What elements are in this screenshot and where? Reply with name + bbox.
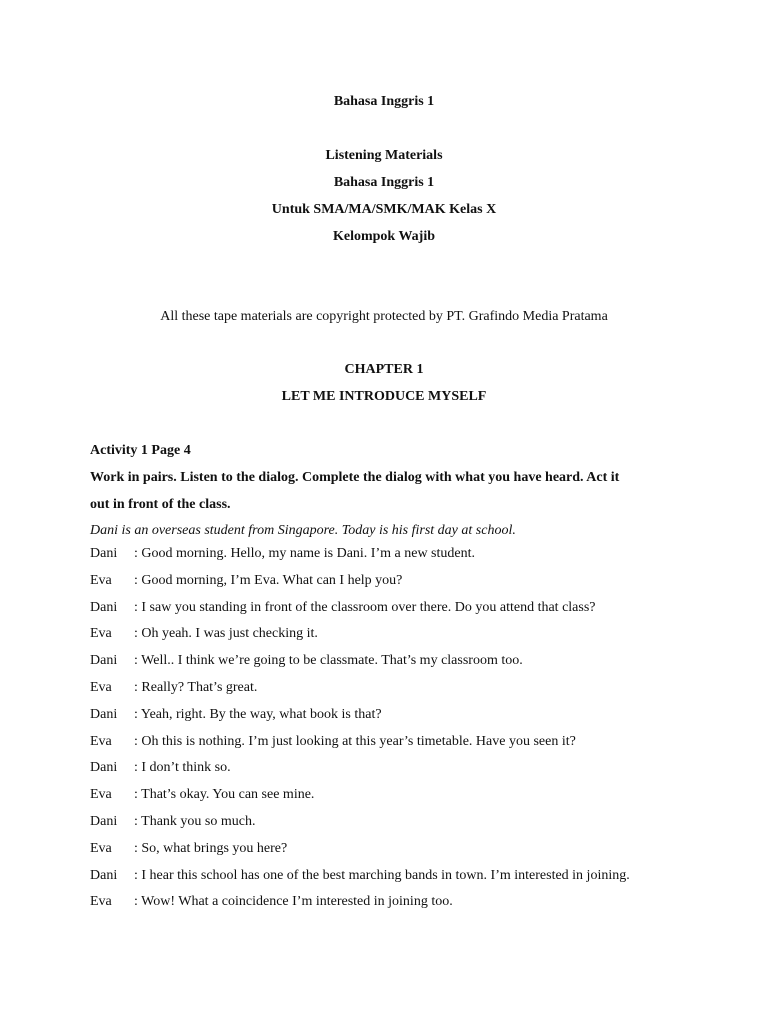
dialog-line — [90, 652, 690, 679]
speaker-name: Eva — [90, 733, 112, 749]
dialog-line — [90, 706, 690, 733]
speaker-name: Eva — [90, 572, 112, 588]
dialog-line — [90, 867, 690, 894]
speaker-name: Eva — [90, 626, 112, 642]
dialog-line — [90, 786, 690, 813]
dialog-text: : I don’t think so. — [134, 760, 231, 776]
dialog-text: : Wow! What a coincidence I’m interested in joining too. — [134, 894, 453, 910]
speaker-name: Eva — [90, 679, 112, 695]
speaker-name: Eva — [90, 894, 112, 910]
activity-title: Activity 1 Page 4 — [90, 443, 191, 458]
speaker-name: Eva — [90, 840, 112, 856]
dialog-text: : Oh this is nothing. I’m just looking at this year’s timetable. Have you seen it? — [134, 733, 576, 749]
chapter-number: CHAPTER 1 — [344, 362, 424, 377]
speaker-name: Dani — [90, 760, 118, 776]
document-title: Bahasa Inggris 1 — [333, 94, 435, 109]
dialog-line — [90, 625, 690, 652]
activity-context: Dani is an overseas student from Singapore. Today is his first day at school. — [90, 523, 516, 538]
dialog-text: : That’s okay. You can see mine. — [134, 787, 315, 803]
dialog-text: : Good morning, I’m Eva. What can I help you? — [134, 572, 403, 588]
listening-materials-heading: Listening Materials — [325, 148, 443, 163]
dialog-line — [90, 572, 690, 599]
book-title-heading: Bahasa Inggris 1 — [333, 175, 435, 190]
dialog-line — [90, 893, 690, 920]
speaker-name: Dani — [90, 653, 118, 669]
speaker-name: Dani — [90, 546, 118, 561]
dialog-text: : Yeah, right. By the way, what book is that? — [134, 706, 382, 722]
dialog-text: : Good morning. Hello, my name is Dani. I’m a new student. — [134, 546, 475, 561]
speaker-name: Dani — [90, 599, 118, 615]
dialog-text: : I hear this school has one of the best marching bands in town. I’m interested in joining. — [134, 867, 630, 883]
speaker-name: Dani — [90, 867, 118, 883]
dialog-line — [90, 813, 690, 840]
group-heading: Kelompok Wajib — [332, 229, 436, 244]
copyright-notice: All these tape materials are copyright protected by PT. Grafindo Media Pratama — [160, 309, 608, 324]
speaker-name: Dani — [90, 706, 118, 722]
dialog-text: : Well.. I think we’re going to be classmate. That’s my classroom too. — [134, 653, 523, 669]
activity-instruction-line-1: Work in pairs. Listen to the dialog. Complete the dialog with what you have heard. Act it — [90, 470, 620, 485]
dialog-text: : Thank you so much. — [134, 813, 256, 829]
dialog-line — [90, 679, 690, 706]
chapter-title: LET ME INTRODUCE MYSELF — [281, 389, 487, 404]
dialog-text: : Oh yeah. I was just checking it. — [134, 626, 318, 642]
speaker-name: Eva — [90, 787, 112, 803]
audience-heading: Untuk SMA/MA/SMK/MAK Kelas X — [271, 202, 497, 217]
dialog-list — [90, 545, 690, 920]
speaker-name: Dani — [90, 813, 118, 829]
dialog-text: : Really? That’s great. — [134, 679, 258, 695]
activity-instruction-line-2: out in front of the class. — [90, 497, 231, 512]
dialog-line — [90, 840, 690, 867]
dialog-line — [90, 733, 690, 760]
dialog-line — [90, 759, 690, 786]
dialog-line — [90, 545, 690, 572]
dialog-line — [90, 599, 690, 626]
dialog-text: : I saw you standing in front of the classroom over there. Do you attend that class? — [134, 599, 596, 615]
dialog-text: : So, what brings you here? — [134, 840, 288, 856]
